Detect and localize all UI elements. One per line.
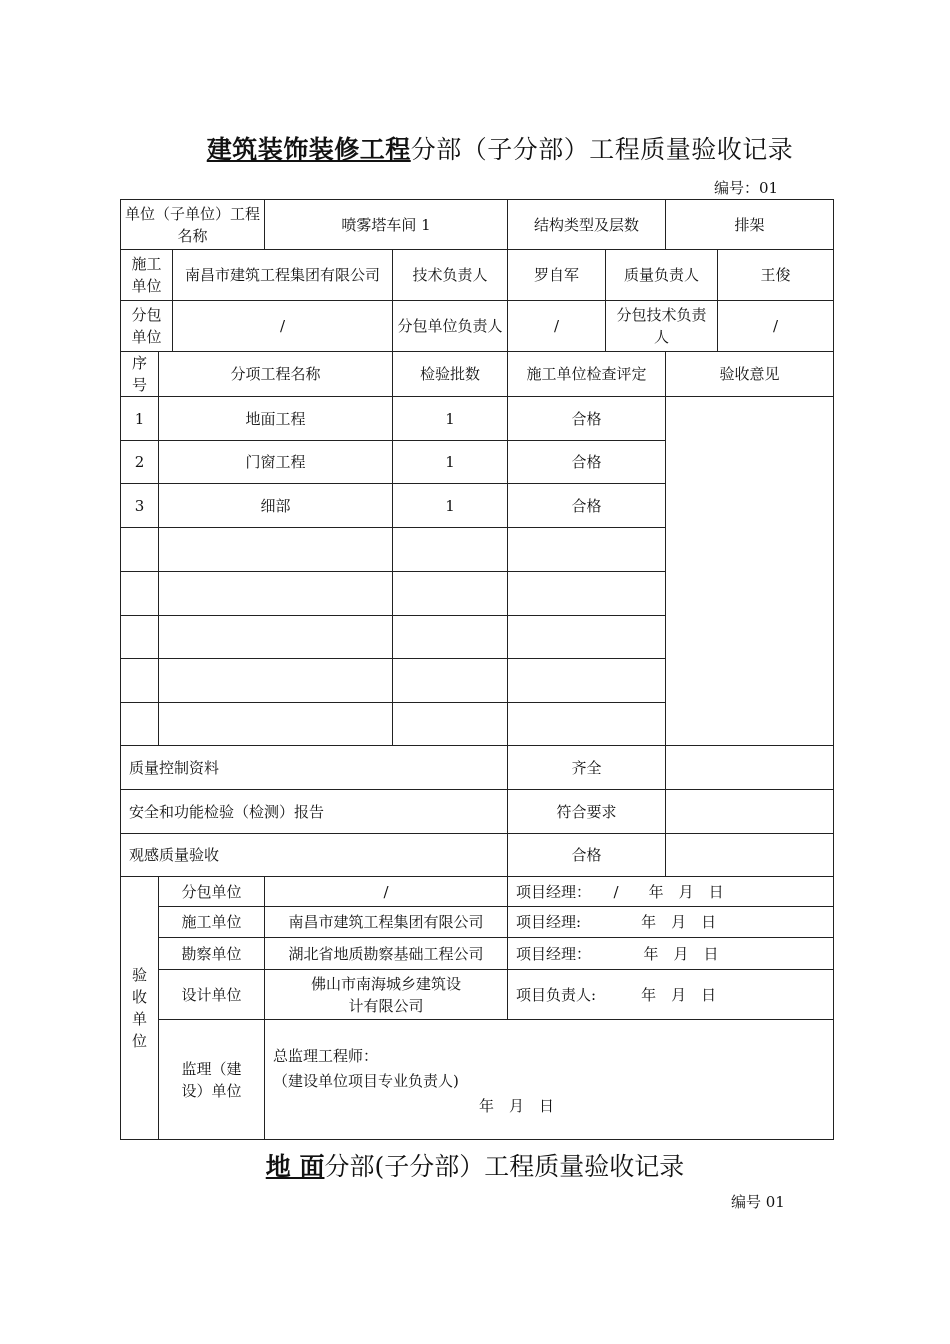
row-eval	[508, 703, 666, 746]
row-no	[121, 528, 159, 572]
row-no	[121, 659, 159, 703]
opinion-cell	[666, 397, 834, 746]
row-no	[121, 572, 159, 616]
sub-lead-value: /	[508, 301, 606, 352]
page-title	[0, 130, 950, 166]
accept-unit-name: /	[265, 877, 508, 907]
acceptance-table	[120, 199, 834, 1140]
unit-value: 喷雾塔车间 1	[265, 200, 508, 250]
row-name: 细部	[159, 484, 393, 528]
check-value: 符合要求	[508, 790, 666, 834]
row-no: 2	[121, 441, 159, 484]
contractor-value: 南昌市建筑工程集团有限公司	[173, 250, 393, 301]
sub-tech-label: 分包技术负责人	[606, 301, 718, 352]
check-value: 合格	[508, 834, 666, 877]
tech-lead-value: 罗自军	[508, 250, 606, 301]
title-rest: 分部（子分部）工程质量验收记录	[410, 135, 794, 164]
row-eval: 合格	[508, 397, 666, 441]
row-eval: 合格	[508, 484, 666, 528]
row-name	[159, 659, 393, 703]
check-opinion	[666, 746, 834, 790]
row-name	[159, 572, 393, 616]
row-name: 门窗工程	[159, 441, 393, 484]
row-count	[393, 703, 508, 746]
second-title-highlight: 地 面	[265, 1152, 325, 1181]
tech-lead-label: 技术负责人	[393, 250, 508, 301]
check-value: 齐全	[508, 746, 666, 790]
col-opinion: 验收意见	[666, 352, 834, 397]
second-title	[0, 1147, 950, 1183]
row-eval	[508, 572, 666, 616]
accept-unit-label: 分包单位	[159, 877, 265, 907]
accept-unit-label: 设计单位	[159, 970, 265, 1020]
row-count	[393, 659, 508, 703]
supervisor-cell	[265, 1020, 834, 1140]
row-no: 3	[121, 484, 159, 528]
row-count	[393, 616, 508, 659]
check-opinion	[666, 834, 834, 877]
table-row	[121, 397, 834, 441]
sub-lead-label: 分包单位负责人	[393, 301, 508, 352]
accept-unit-name: 湖北省地质勘察基础工程公司	[265, 938, 508, 970]
row-eval: 合格	[508, 441, 666, 484]
quality-lead-value: 王俊	[718, 250, 834, 301]
row-eval	[508, 616, 666, 659]
row-count: 1	[393, 441, 508, 484]
row-count: 1	[393, 397, 508, 441]
struct-value: 排架	[666, 200, 834, 250]
col-no: 序号	[121, 352, 159, 397]
accept-unit-name: 南昌市建筑工程集团有限公司	[265, 907, 508, 938]
row-no	[121, 703, 159, 746]
struct-label: 结构类型及层数	[508, 200, 666, 250]
supervisor-date: 年 月 日	[479, 1097, 555, 1115]
accept-unit-sign: 项目经理: 年 月 日	[508, 907, 834, 938]
sub-tech-value: /	[718, 301, 834, 352]
title-highlight: 建筑装饰装修工程	[206, 135, 411, 164]
accept-unit-name: 佛山市南海城乡建筑设计有限公司	[265, 970, 508, 1020]
check-label: 观感质量验收	[121, 834, 508, 877]
supervisor-label: 监理（建设）单位	[159, 1020, 265, 1140]
accept-unit-sign: 项目经理： / 年 月 日	[508, 877, 834, 907]
col-eval: 施工单位检查评定	[508, 352, 666, 397]
row-no	[121, 616, 159, 659]
check-label: 安全和功能检验（检测）报告	[121, 790, 508, 834]
row-name	[159, 616, 393, 659]
col-count: 检验批数	[393, 352, 508, 397]
second-record-number: 编号 01	[731, 1193, 785, 1211]
unit-label: 单位（子单位）工程名称	[121, 200, 265, 250]
supervisor-line1: 总监理工程师：	[273, 1047, 379, 1065]
sub-label: 分包单位	[121, 301, 173, 352]
record-number: 编号：01	[714, 179, 779, 197]
row-name	[159, 528, 393, 572]
second-title-rest: 分部(子分部）工程质量验收记录	[324, 1152, 685, 1181]
row-no: 1	[121, 397, 159, 441]
quality-lead-label: 质量负责人	[606, 250, 718, 301]
row-count	[393, 528, 508, 572]
col-name: 分项工程名称	[159, 352, 393, 397]
row-count	[393, 572, 508, 616]
sub-value: /	[173, 301, 393, 352]
accept-unit-sign: 项目经理： 年 月 日	[508, 938, 834, 970]
acceptance-side-label: 验收单位	[121, 877, 159, 1140]
accept-unit-label: 施工单位	[159, 907, 265, 938]
accept-unit-label: 勘察单位	[159, 938, 265, 970]
row-name	[159, 703, 393, 746]
check-opinion	[666, 790, 834, 834]
supervisor-line2: （建设单位项目专业负责人)	[273, 1072, 459, 1090]
row-count: 1	[393, 484, 508, 528]
check-label: 质量控制资料	[121, 746, 508, 790]
accept-unit-sign: 项目负责人: 年 月 日	[508, 970, 834, 1020]
row-eval	[508, 528, 666, 572]
contractor-label: 施工单位	[121, 250, 173, 301]
row-name: 地面工程	[159, 397, 393, 441]
row-eval	[508, 659, 666, 703]
